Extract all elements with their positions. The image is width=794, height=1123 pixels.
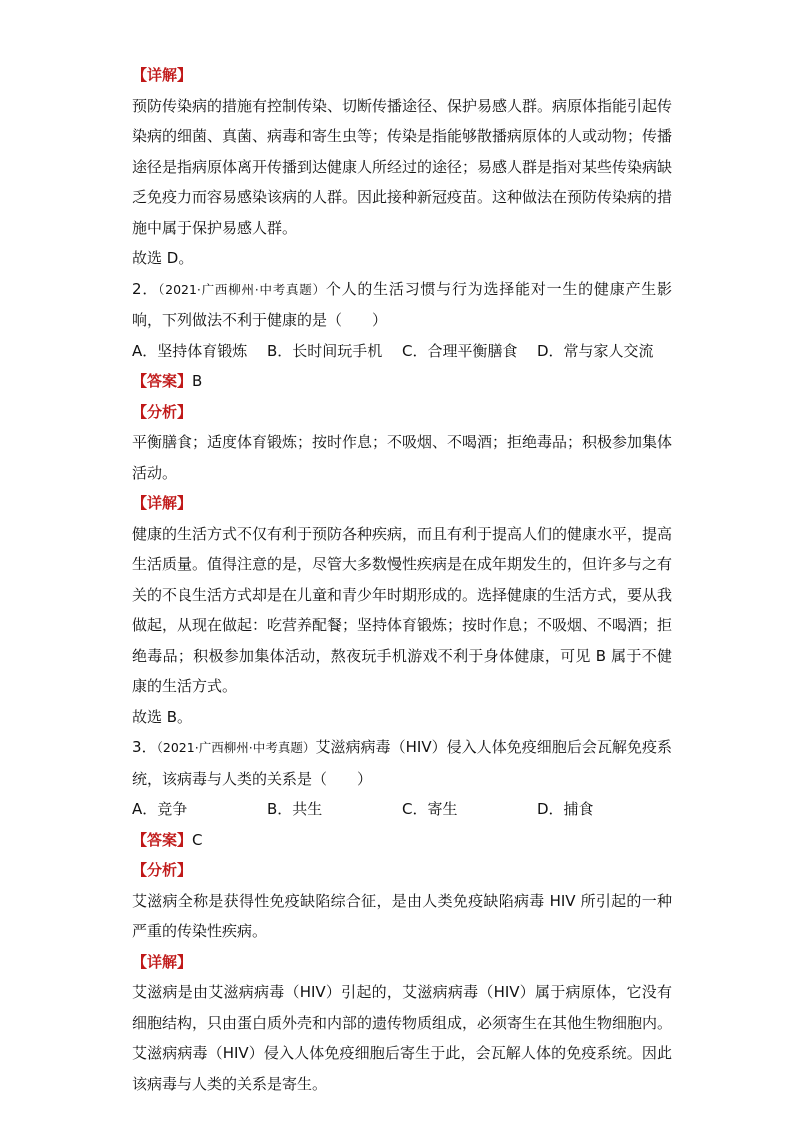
q2-number: 2． <box>132 279 159 298</box>
q3-options <box>132 794 672 825</box>
q3-detail-label: 【详解】 <box>132 952 193 971</box>
q3-analysis-label: 【分析】 <box>132 861 193 879</box>
q3-stem <box>132 732 672 794</box>
q3-option-a: A．竞争 <box>132 800 188 818</box>
q3-answer <box>132 825 672 856</box>
q3-answer-label: 【答案】 <box>132 830 193 849</box>
q2-analysis-text: 平衡膳食；适度体育锻炼；按时作息；不吸烟、不喝酒；拒绝毒品；积极参加集体活动。 <box>132 433 673 482</box>
q3-answer-value: C <box>192 830 203 849</box>
q2-option-b: B．长时间玩手机 <box>267 341 383 360</box>
q3-source: （2021·广西柳州·中考真题） <box>156 740 316 755</box>
q1-conclusion: 故选 D。 <box>132 249 194 267</box>
q2-option-c: C．合理平衡膳食 <box>402 341 518 360</box>
q2-option-a: A．坚持体育锻炼 <box>132 341 248 360</box>
q2-conclusion: 故选 B。 <box>132 707 193 726</box>
q2-answer <box>132 366 672 397</box>
q2-answer-label: 【答案】 <box>132 372 193 390</box>
q2-options <box>132 336 672 367</box>
q1-detail-text: 预防传染病的措施有控制传染、切断传播途径、保护易感人群。病原体指能引起传染病的细菌、真菌、病毒和寄生虫等；传染是指能够散播病原体的人或动物；传播途径是指病原体离开传播到达健康人所经过的途径；易感人群是指对某些传染病缺乏免疫力而容易感染该病的人群。因此接种新冠疫苗。这种做法在预防传染病的措施中属于保护易感人群。 <box>132 96 673 237</box>
q2-answer-value: B <box>192 372 203 390</box>
q2-stem-text: 个人的生活习惯与行为选择能对一生的健康产生影响，下列做法不利于健康的是（ ） <box>132 279 672 329</box>
q1-detail-label: 【详解】 <box>132 66 193 84</box>
q2-stem <box>132 274 672 336</box>
q3-option-c: C．寄生 <box>402 800 458 818</box>
q2-detail-label: 【详解】 <box>132 494 193 512</box>
q3-option-d: D．捕食 <box>537 800 594 818</box>
q3-detail-text: 艾滋病是由艾滋病病毒（HIV）引起的，艾滋病病毒（HIV）属于病原体，它没有细胞结构，只由蛋白质外壳和内部的遗传物质组成，必须寄生在其他生物细胞内。艾滋病病毒（HIV）侵入人体免疫细胞后寄生于此，会瓦解人体的免疫系统。因此该病毒与人类的关系是寄生。 <box>132 983 673 1093</box>
q3-analysis-text: 艾滋病全称是获得性免疫缺陷综合征，是由人类免疫缺陷病毒 HIV 所引起的一种严重的传染性疾病。 <box>132 891 672 940</box>
q2-analysis-label: 【分析】 <box>132 402 193 421</box>
q3-stem-text: 艾滋病病毒（HIV）侵入人体免疫细胞后会瓦解免疫系统，该病毒与人类的关系是（ ） <box>132 738 673 788</box>
document-content <box>132 60 672 1099</box>
q3-number: 3． <box>132 738 157 756</box>
q3-option-b: B．共生 <box>267 800 323 818</box>
q2-source: （2021·广西柳州·中考真题） <box>158 281 326 297</box>
q2-option-d: D．常与家人交流 <box>537 341 654 360</box>
q2-detail-text: 健康的生活方式不仅有利于预防各种疾病，而且有利于提高人们的健康水平，提高生活质量。值得注意的是，尽管大多数慢性疾病是在成年期发生的，但许多与之有关的不良生活方式却是在儿童和青少年时期形成的。选择健康的生活方式，要从我做起，从现在做起：吃营养配餐；坚持体育锻炼；按时作息；不吸烟、不喝酒；拒绝毒品；积极参加集体活动，熬夜玩手机游戏不利于身体健康，可见 B 属于不健康的生活方式。 <box>132 524 673 695</box>
